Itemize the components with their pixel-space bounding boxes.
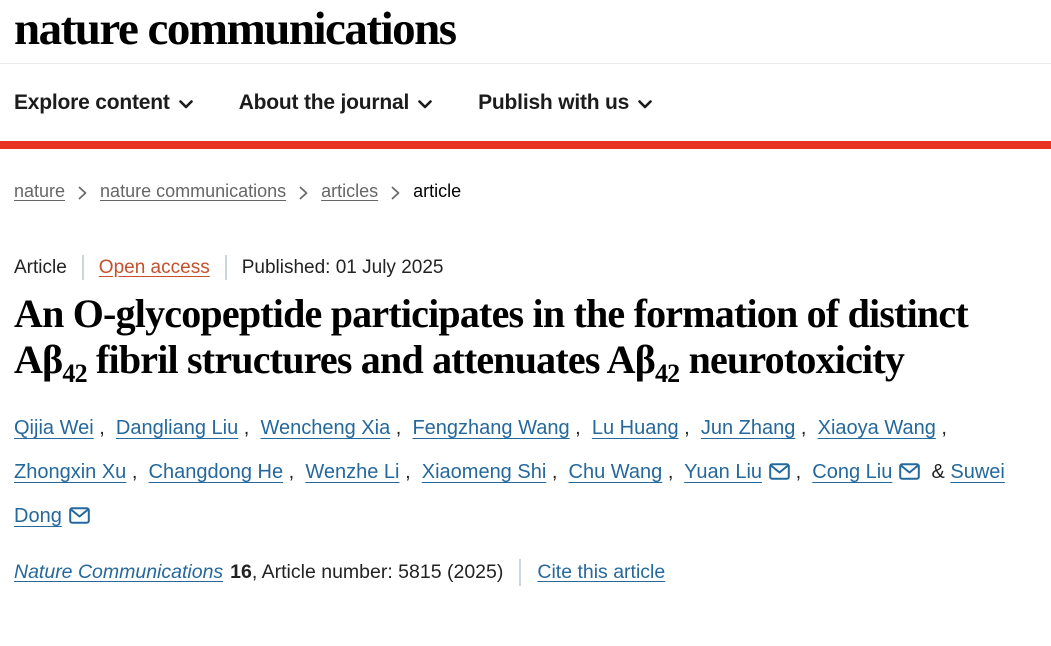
- author-link[interactable]: Cong Liu: [812, 461, 893, 483]
- author-jun-zhang: [695, 417, 801, 439]
- nav-item-explore-content[interactable]: [14, 91, 193, 115]
- top-navigation: [0, 64, 1051, 141]
- divider: [82, 255, 84, 280]
- author-separator: ,: [941, 417, 953, 439]
- envelope-icon[interactable]: [769, 463, 790, 483]
- title-subscript: 42: [654, 359, 680, 388]
- author-separator: ,: [800, 417, 813, 439]
- title-text: neurotoxicity: [679, 337, 905, 382]
- author-link[interactable]: Jun Zhang: [700, 417, 796, 439]
- article-type-label: Article: [14, 256, 67, 278]
- author-separator: ,: [795, 461, 807, 483]
- author-link[interactable]: Wencheng Xia: [260, 417, 391, 439]
- breadcrumb-current: article: [413, 181, 462, 201]
- author-link[interactable]: Xiaomeng Shi: [421, 461, 547, 483]
- author-yuan-liu: [679, 461, 796, 483]
- breadcrumb-link[interactable]: nature communications: [100, 181, 287, 201]
- author-separator: ,: [288, 461, 300, 483]
- breadcrumb: [14, 181, 1037, 202]
- masthead: [0, 0, 1051, 64]
- published-date: Published: 01 July 2025: [241, 256, 444, 278]
- chevron-right-icon: [78, 186, 87, 200]
- author-zhongxin-xu: [14, 461, 132, 483]
- envelope-icon[interactable]: [69, 507, 90, 527]
- author-link[interactable]: Qijia Wei: [14, 417, 94, 439]
- journal-link[interactable]: Nature Communications: [14, 561, 224, 583]
- author-link[interactable]: Changdong He: [148, 461, 284, 483]
- author-separator: ,: [551, 461, 563, 483]
- author-separator: ,: [243, 417, 255, 439]
- author-separator: ,: [684, 417, 696, 439]
- cite-this-article-link[interactable]: Cite this article: [537, 561, 666, 583]
- author-link[interactable]: Suwei Dong: [14, 461, 1005, 527]
- breadcrumb-item-nature-communications: [100, 181, 286, 202]
- author-list: [14, 406, 1034, 538]
- author-cong-liu: [807, 461, 926, 483]
- breadcrumb-item-article: [413, 181, 461, 202]
- article-meta-row: [14, 255, 1037, 280]
- author-separator: ,: [575, 417, 587, 439]
- author-link[interactable]: Zhongxin Xu: [14, 461, 127, 483]
- envelope-icon[interactable]: [899, 463, 920, 483]
- journal-logo[interactable]: nature communications: [14, 3, 456, 55]
- author-lu-huang: [586, 417, 684, 439]
- author-fengzhang-wang: [407, 417, 575, 439]
- title-text: fibril structures and attenuates Aβ: [86, 337, 655, 382]
- author-separator: ,: [667, 461, 679, 483]
- nav-item-label: Publish with us: [478, 91, 630, 114]
- volume-number: 16: [230, 561, 252, 583]
- article-number-text: , Article number: 5815 (2025): [251, 561, 504, 583]
- breadcrumb-link[interactable]: articles: [321, 181, 379, 201]
- divider: [519, 559, 521, 586]
- open-access-link[interactable]: Open access: [98, 256, 210, 278]
- author-separator: ,: [405, 461, 417, 483]
- author-wenzhe-li: [300, 461, 405, 483]
- author-qijia-wei: [14, 417, 99, 439]
- nav-item-publish-with-us[interactable]: [478, 91, 652, 115]
- breadcrumb-item-articles: [321, 181, 378, 202]
- author-separator: ,: [395, 417, 407, 439]
- author-link[interactable]: Lu Huang: [591, 417, 679, 439]
- author-dangliang-liu: [110, 417, 243, 439]
- author-wencheng-xia: [255, 417, 396, 439]
- breadcrumb-item-nature: [14, 181, 65, 202]
- chevron-down-icon: [179, 97, 193, 109]
- chevron-right-icon: [391, 186, 400, 200]
- chevron-right-icon: [299, 186, 308, 200]
- author-changdong-he: [143, 461, 289, 483]
- nav-item-about-the-journal[interactable]: [239, 91, 432, 115]
- citation-row: [14, 559, 1037, 586]
- author-link[interactable]: Dangliang Liu: [115, 417, 239, 439]
- author-link[interactable]: Yuan Liu: [684, 461, 763, 483]
- author-link[interactable]: Chu Wang: [568, 461, 663, 483]
- divider: [225, 255, 227, 280]
- article-title: [14, 291, 1009, 388]
- title-subscript: 42: [62, 359, 87, 388]
- nav-item-label: Explore content: [14, 91, 170, 114]
- author-link[interactable]: Xiaoya Wang: [817, 417, 936, 439]
- author-separator: &: [925, 461, 951, 483]
- author-separator: ,: [99, 417, 111, 439]
- author-link[interactable]: Fengzhang Wang: [412, 417, 570, 439]
- author-link[interactable]: Wenzhe Li: [305, 461, 400, 483]
- title-text: An O-glycopeptide participates in the formation of distinct Aβ: [14, 291, 968, 382]
- accent-bar: [0, 141, 1051, 149]
- chevron-down-icon: [418, 97, 432, 109]
- author-separator: ,: [131, 461, 143, 483]
- author-chu-wang: [563, 461, 668, 483]
- article-header: [0, 255, 1051, 586]
- author-xiaoya-wang: [812, 417, 941, 439]
- author-xiaomeng-shi: [416, 461, 552, 483]
- chevron-down-icon: [638, 97, 652, 109]
- nav-item-label: About the journal: [238, 91, 410, 114]
- breadcrumb-link[interactable]: nature: [14, 181, 66, 201]
